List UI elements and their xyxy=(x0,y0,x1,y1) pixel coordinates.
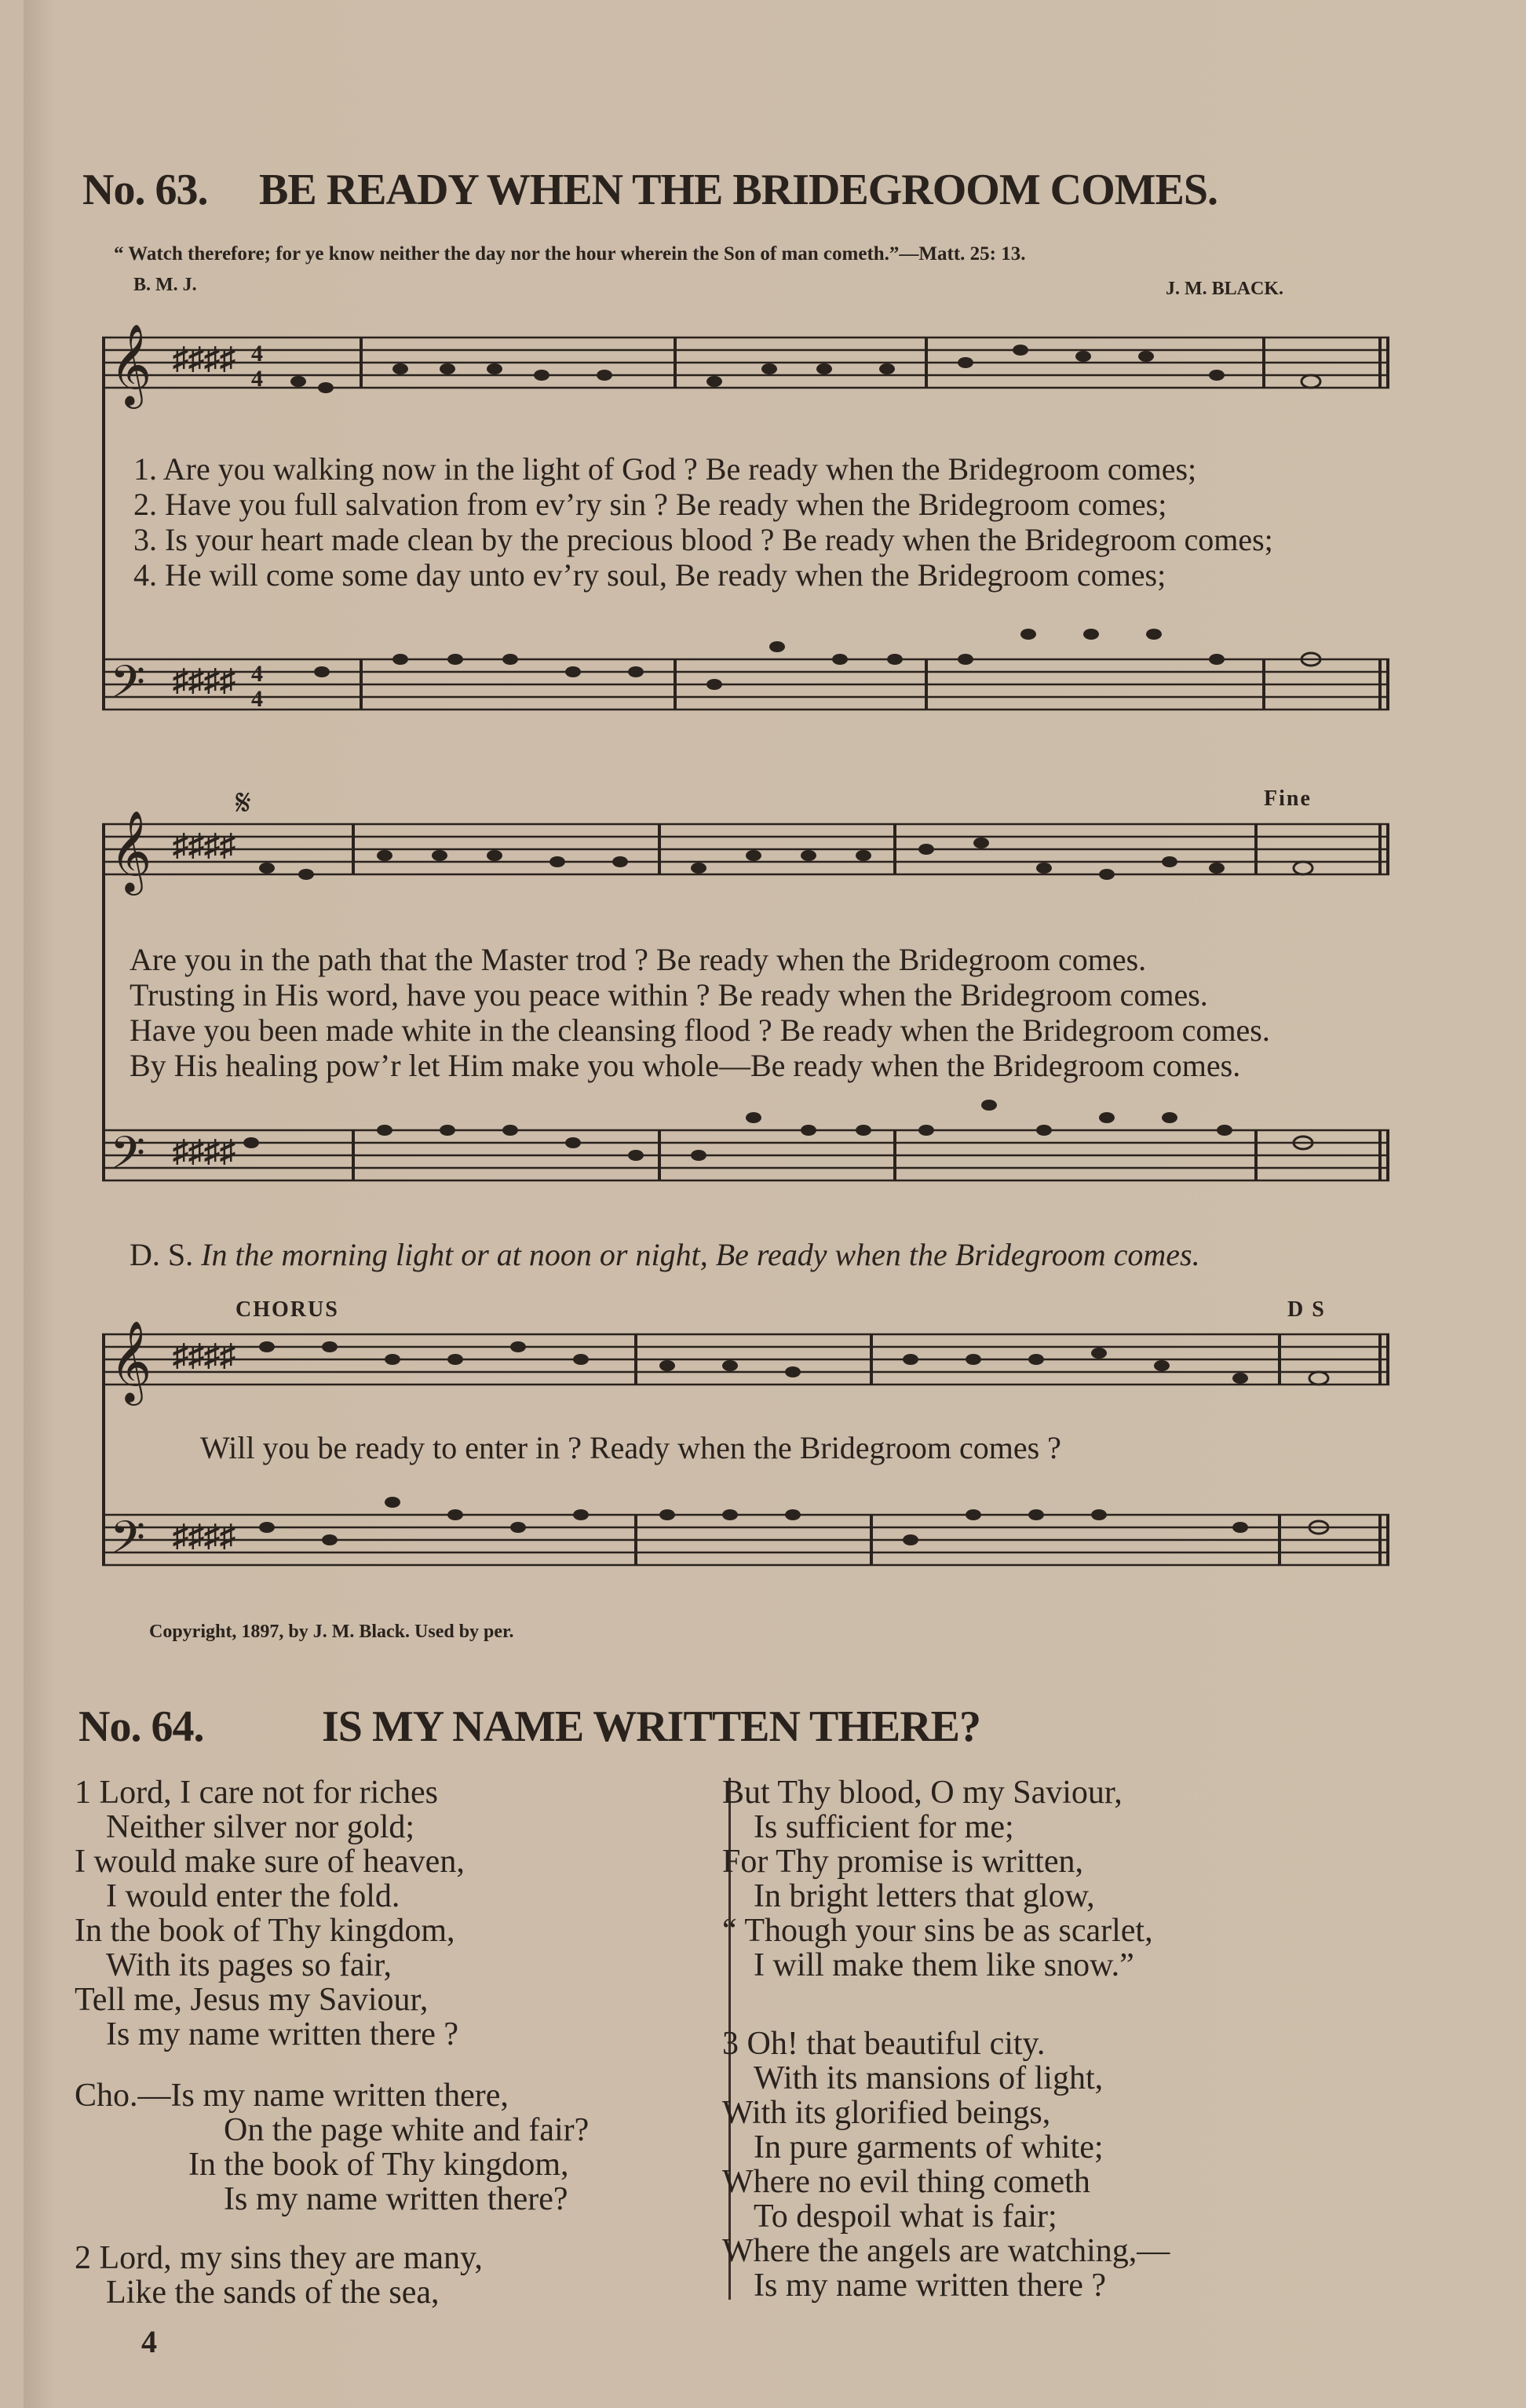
svg-text:♯♯♯♯: ♯♯♯♯ xyxy=(173,1337,235,1373)
bass-staff-1 xyxy=(102,659,1389,710)
bass-clef-icon: 𝄢 xyxy=(110,1129,146,1190)
hymn-64-chorus xyxy=(75,2078,589,2216)
verse-line: With its pages so fair, xyxy=(106,1947,392,1983)
lyric-line: 2. Have you full salvation from ev’ry sin ? Be ready when the Bridegroom comes; xyxy=(133,487,1167,522)
verse-line: In bright letters that glow, xyxy=(754,1878,1095,1914)
verse-line: Is my name written there ? xyxy=(106,2016,458,2052)
time-sig-top: 4 xyxy=(251,341,263,367)
svg-text:♯♯♯♯: ♯♯♯♯ xyxy=(173,1133,235,1169)
svg-text:4: 4 xyxy=(251,661,263,687)
chorus-line: On the page white and fair? xyxy=(224,2112,590,2148)
lyric-line: Trusting in His word, have you peace within ? Be ready when the Bridegroom comes. xyxy=(130,977,1208,1012)
bass-clef-icon: 𝄢 xyxy=(110,1514,146,1574)
svg-text:♯♯♯♯: ♯♯♯♯ xyxy=(173,1518,235,1553)
svg-text:♯♯♯♯: ♯♯♯♯ xyxy=(173,827,235,863)
verse-line: 2 Lord, my sins they are many, xyxy=(75,2240,483,2276)
verse-line: I would enter the fold. xyxy=(106,1878,400,1914)
verse-line: 3 Oh! that beautiful city. xyxy=(722,2026,1046,2062)
ds-prefix: D. S. xyxy=(130,1237,194,1272)
verse-line: I will make them like snow.” xyxy=(754,1947,1134,1983)
treble-clef-icon: 𝄞 xyxy=(110,1323,152,1401)
verse-line: Neither silver nor gold; xyxy=(106,1809,415,1845)
verse-2-continued xyxy=(722,1775,1153,1983)
chorus-line: In the book of Thy kingdom, xyxy=(188,2147,569,2183)
verse-2-start xyxy=(75,2241,483,2310)
verse-line: In pure garments of white; xyxy=(754,2129,1104,2165)
system-2-lyrics xyxy=(130,942,1270,1083)
verse-line: Where no evil thing cometh xyxy=(722,2164,1090,2200)
lyric-line: 1. Are you walking now in the light of God ? Be ready when the Bridegroom comes; xyxy=(133,451,1197,487)
scripture-quote: “ Watch therefore; for ye know neither the day nor the hour wherein the Son of man cometh.”—Matt. 25: 13. xyxy=(114,243,1026,265)
hymn-63-number: No. 63. xyxy=(82,166,208,214)
ds-text: In the morning light or at noon or night, Be ready when the Bridegroom comes. xyxy=(201,1237,1200,1272)
svg-text:4: 4 xyxy=(251,686,263,712)
hymnal-page xyxy=(24,0,1526,2408)
lyric-line: 3. Is your heart made clean by the precious blood ? Be ready when the Bridegroom comes; xyxy=(133,522,1273,557)
time-sig-bottom: 4 xyxy=(251,366,263,392)
verse-line: Where the angels are watching,— xyxy=(722,2233,1170,2269)
verse-line: Is sufficient for me; xyxy=(754,1809,1014,1845)
hymn-64-number: No. 64. xyxy=(78,1702,204,1751)
lyricist-credit: B. M. J. xyxy=(133,275,197,295)
verse-line: Tell me, Jesus my Saviour, xyxy=(75,1982,429,2018)
verse-line: I would make sure of heaven, xyxy=(75,1844,465,1880)
verse-3 xyxy=(722,2027,1170,2303)
notes-treble-1 xyxy=(290,345,1320,393)
bass-clef-icon: 𝄢 xyxy=(110,659,146,719)
verse-line: With its mansions of light, xyxy=(754,2060,1104,2096)
lyric-line: By His healing pow’r let Him make you whole—Be ready when the Bridegroom comes. xyxy=(130,1048,1241,1083)
segno-icon: 𝄋 xyxy=(235,785,251,823)
lyric-line: 4. He will come some day unto ev’ry soul, Be ready when the Bridegroom comes; xyxy=(133,557,1166,593)
ds-mark: D S xyxy=(1287,1297,1326,1322)
verse-line: To despoil what is fair; xyxy=(754,2198,1057,2235)
verse-1 xyxy=(75,1775,465,2052)
page-number: 4 xyxy=(141,2324,157,2359)
system-1-lyrics xyxy=(133,451,1273,593)
dal-segno-line xyxy=(130,1236,1200,1273)
verse-line: But Thy blood, O my Saviour, xyxy=(722,1775,1123,1811)
treble-clef-icon: 𝄞 xyxy=(110,327,152,404)
hymn-63-title: BE READY WHEN THE BRIDEGROOM COMES. xyxy=(259,166,1218,214)
verse-line: 1 Lord, I care not for riches xyxy=(75,1775,438,1811)
hymn-64-title: IS MY NAME WRITTEN THERE? xyxy=(322,1702,981,1751)
chorus-lyric: Will you be ready to enter in ? Ready when the Bridegroom comes ? xyxy=(200,1430,1061,1465)
verse-line: Is my name written there ? xyxy=(754,2268,1106,2304)
key-signature-bass: ♯♯♯♯ xyxy=(173,662,235,698)
verse-line: In the book of Thy kingdom, xyxy=(75,1913,455,1949)
verse-line: “ Though your sins be as scarlet, xyxy=(722,1913,1153,1949)
lyric-line: Are you in the path that the Master trod ? Be ready when the Bridegroom comes. xyxy=(130,942,1147,977)
composer-credit: J. M. BLACK. xyxy=(1166,279,1283,299)
chorus-label: CHORUS xyxy=(235,1297,339,1322)
fine-label: Fine xyxy=(1264,786,1312,811)
lyric-line: Have you been made white in the cleansing flood ? Be ready when the Bridegroom comes. xyxy=(130,1012,1270,1048)
verse-line: With its glorified beings, xyxy=(722,2095,1051,2131)
chorus-line: Cho.—Is my name written there, xyxy=(75,2078,509,2114)
chorus-line: Is my name written there? xyxy=(224,2181,568,2217)
copyright-notice: Copyright, 1897, by J. M. Black. Used by per. xyxy=(149,1622,514,1642)
key-signature-treble: ♯♯♯♯ xyxy=(173,341,235,376)
treble-clef-icon: 𝄞 xyxy=(110,813,152,891)
verse-line: Like the sands of the sea, xyxy=(106,2275,440,2311)
verse-line: For Thy promise is written, xyxy=(722,1844,1084,1880)
